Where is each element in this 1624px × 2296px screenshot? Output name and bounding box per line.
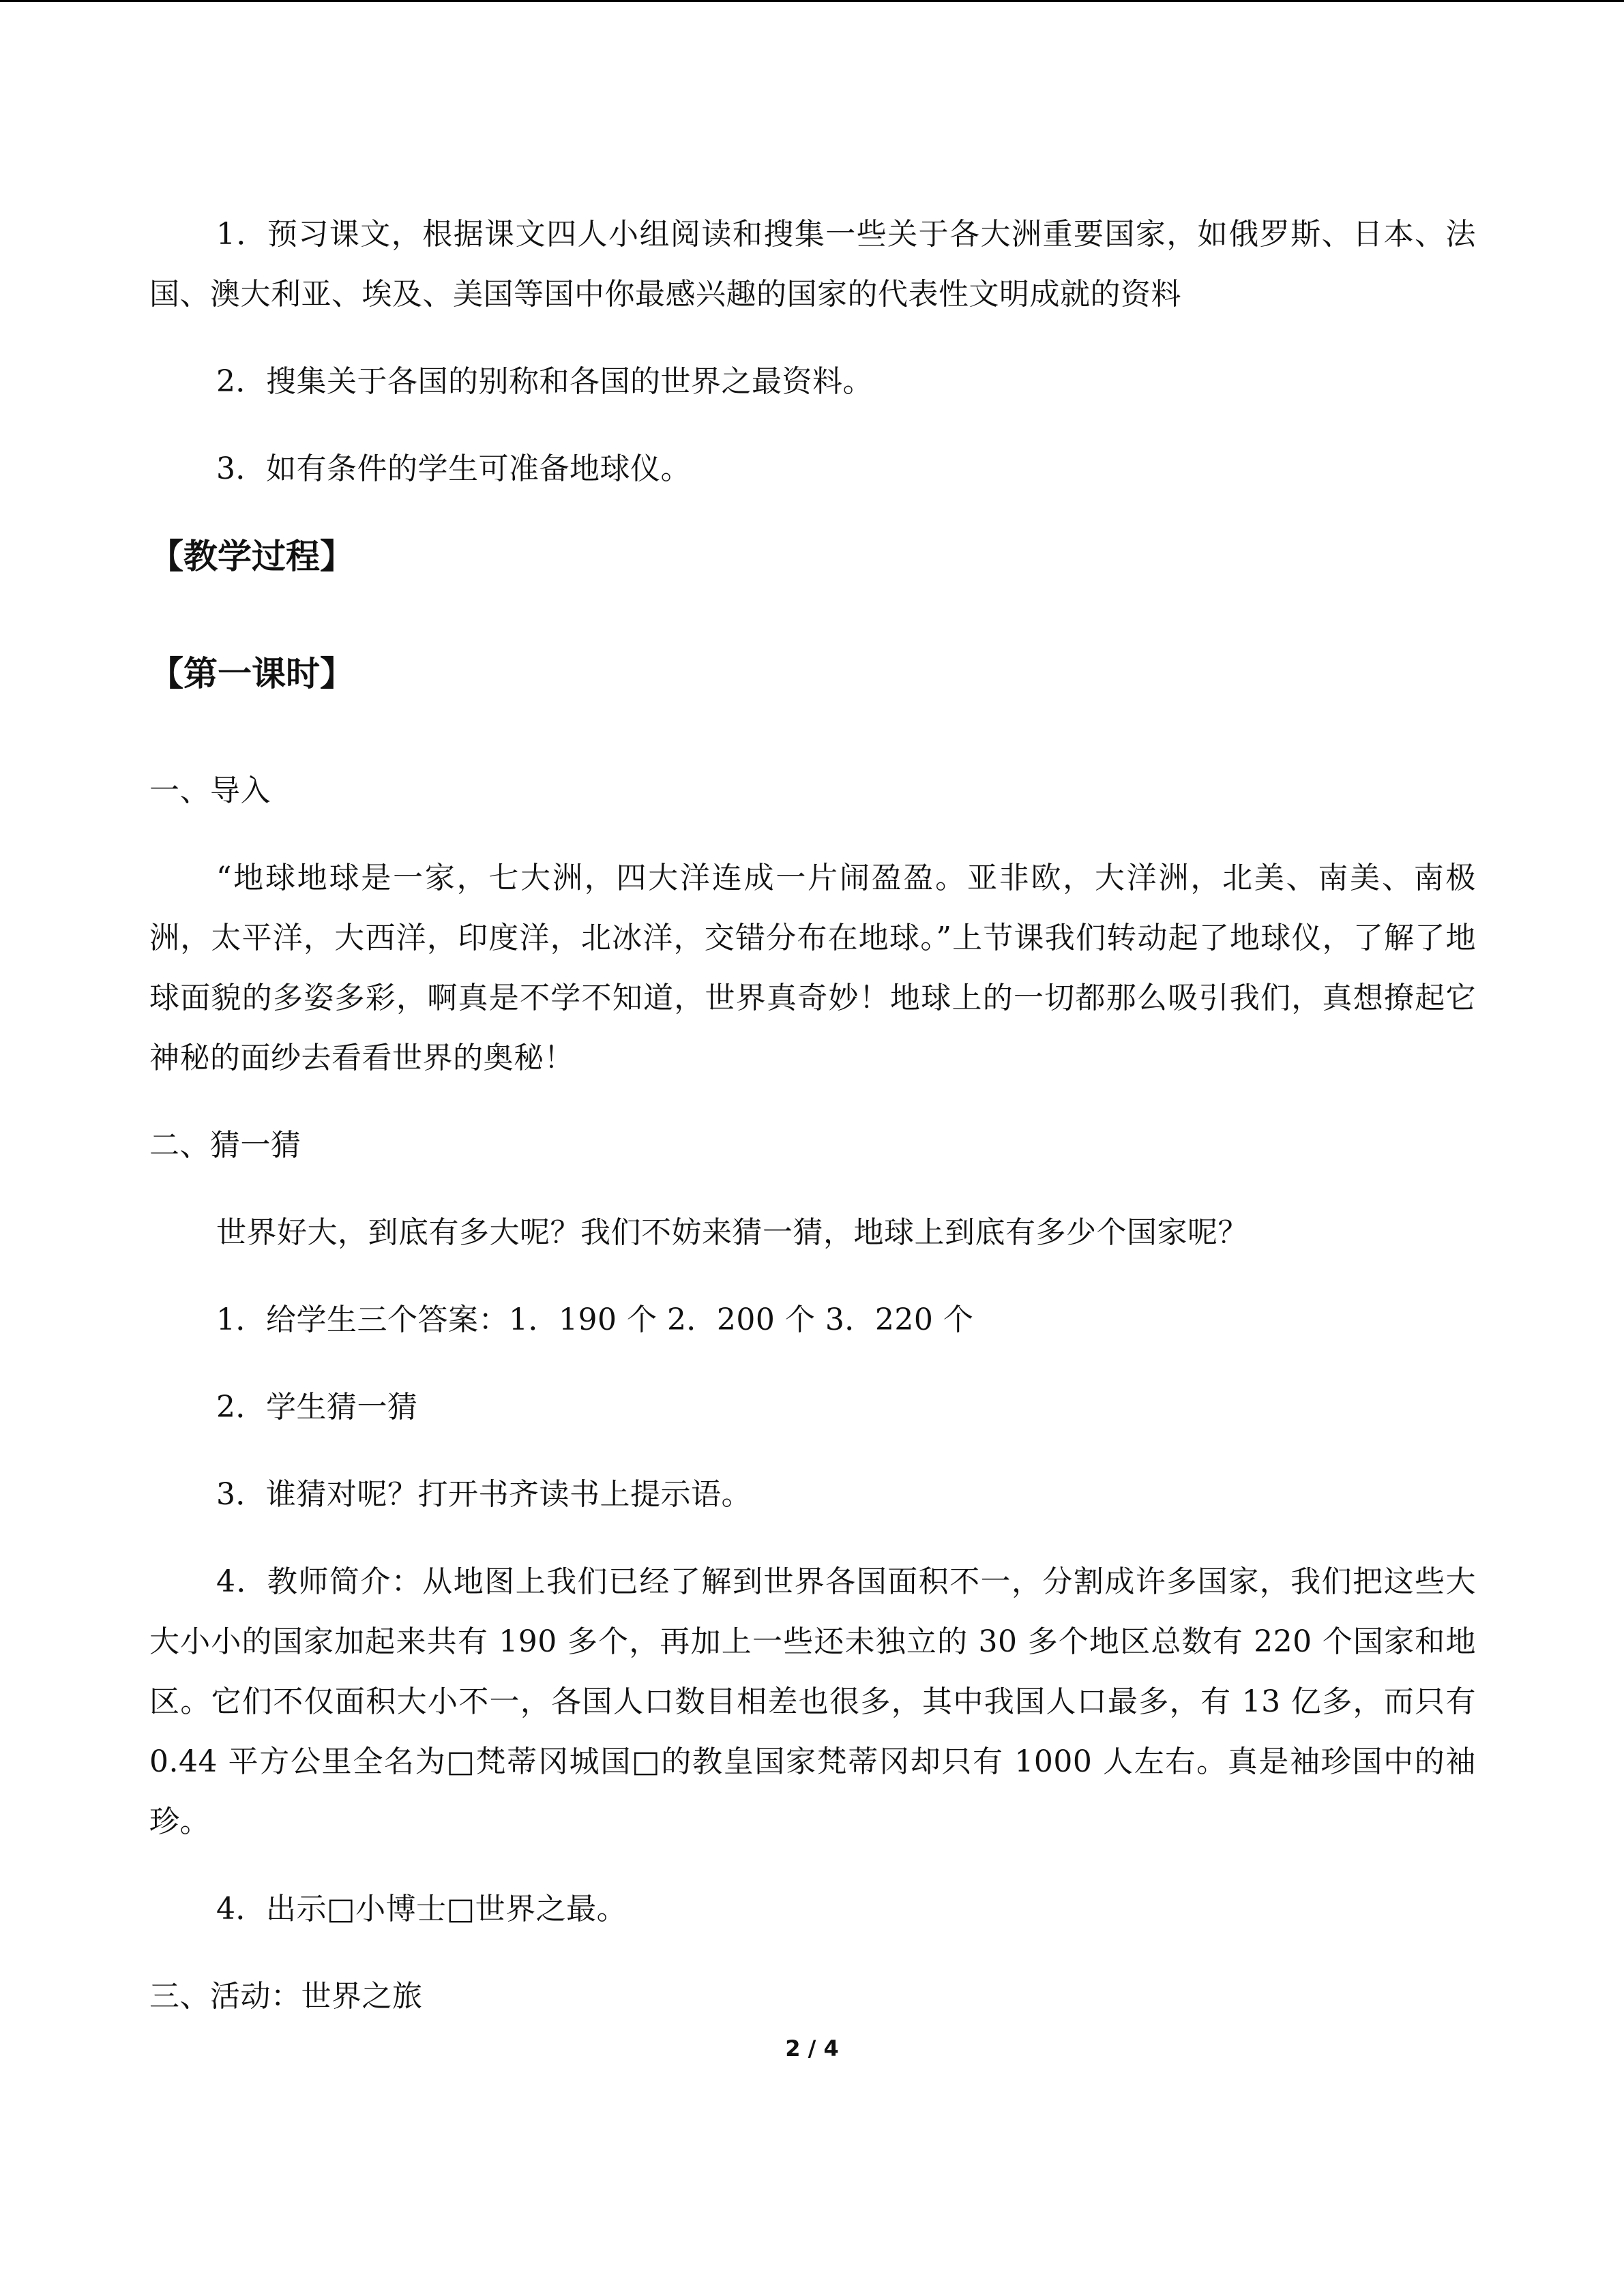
page-number: 2 / 4	[785, 2036, 839, 2061]
guess-item-2: 2．学生猜一猜	[216, 1390, 418, 1425]
guess-item-3: 3．谁猜对呢？打开书齐读书上提示语。	[216, 1477, 752, 1512]
section-title-activity: 三、活动：世界之旅	[149, 1979, 423, 2014]
section-title-guess: 二、猜一猜	[149, 1128, 301, 1163]
prep-item-2: 2．搜集关于各国的别称和各国的世界之最资料。	[216, 364, 873, 399]
intro-paragraph: “地球地球是一家，七大洲，四大洋连成一片闹盈盈。亚非欧，大洋洲，北美、南美、南极洲，太平洋，大西洋，印度洋，北冰洋，交错分布在地球。”上节课我们转动起了地球仪，了解了地球面貌的多姿多彩，啊真是不学不知道，世界真奇妙！地球上的一切都那么吸引我们，真想撩起它神秘的面纱去看看世界的奥秘！	[149, 861, 1476, 1075]
first-lesson-heading: 【第一课时】	[149, 654, 354, 694]
section-title-intro: 一、导入	[149, 773, 271, 808]
guess-item-4: 4．教师简介：从地图上我们已经了解到世界各国面积不一，分割成许多国家，我们把这些大大小小的国家加起来共有 190 多个，再加上一些还未独立的 30 多个地区总数有 220 个国家和地区。它们不仅面积大小不一，各国人口数目相差也很多，其中我国人口最多，有 13 亿多，而只有 0.44 平方公里全名为□梵蒂冈城国□的教皇国家梵蒂冈却只有 1000 人左右。真是袖珍国中的袖珍。	[149, 1564, 1476, 1839]
teaching-process-heading: 【教学过程】	[149, 537, 354, 576]
guess-item-1: 1．给学生三个答案：1．190 个 2．200 个 3．220 个	[216, 1302, 974, 1337]
prep-item-3: 3．如有条件的学生可准备地球仪。	[216, 451, 691, 486]
page-content	[149, 205, 1476, 2054]
guess-item-5: 4．出示□小博士□世界之最。	[216, 1892, 628, 1926]
guess-intro-paragraph: 世界好大，到底有多大呢？我们不妨来猜一猜，地球上到底有多少个国家呢？	[216, 1215, 1248, 1250]
prep-item-1: 1．预习课文，根据课文四人小组阅读和搜集一些关于各大洲重要国家，如俄罗斯、日本、法国、澳大利亚、埃及、美国等国中你最感兴趣的国家的代表性文明成就的资料	[149, 217, 1476, 312]
top-border-line	[0, 0, 1624, 2]
